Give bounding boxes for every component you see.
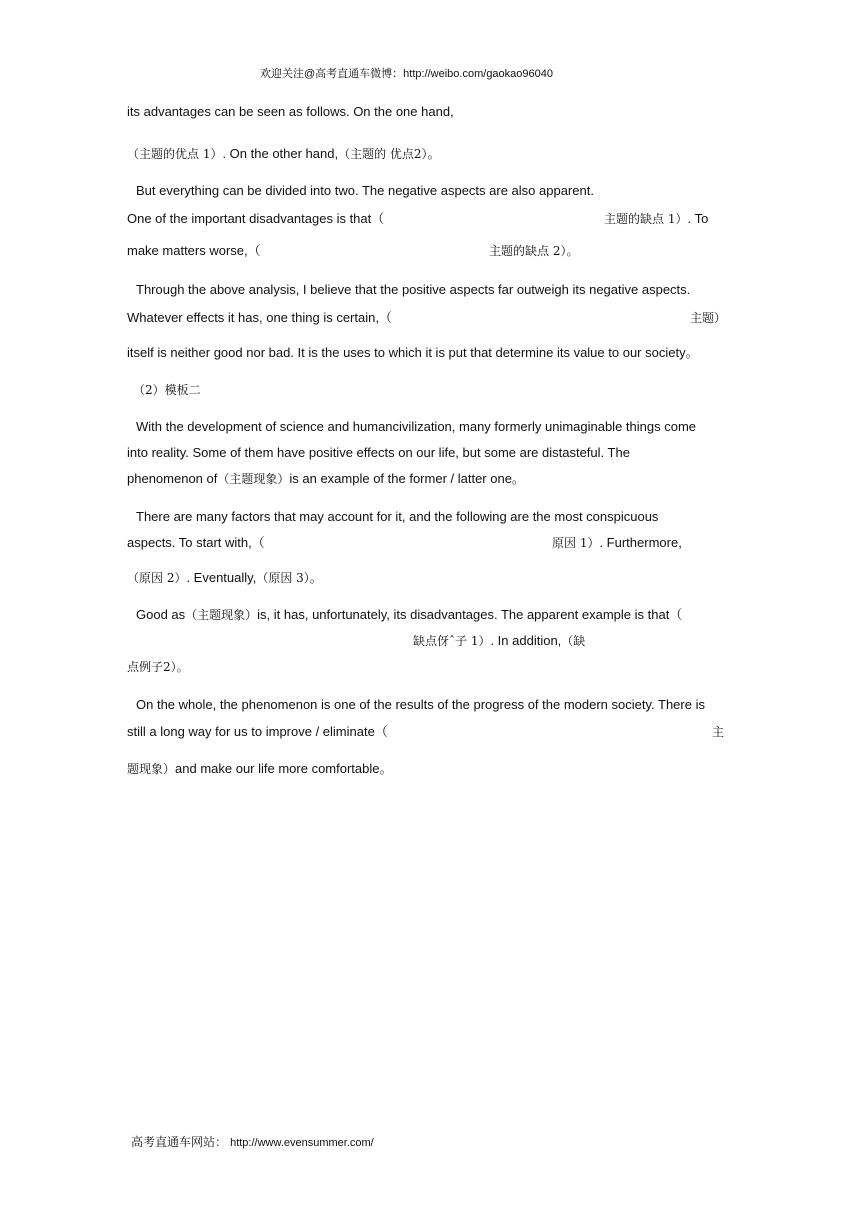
text-span: 主题的缺点 1） — [604, 212, 688, 226]
text-line: One of the important disadvantages is that（ — [127, 211, 385, 226]
text-span: . Eventually, — [186, 570, 257, 585]
text-span: 缺点伢ˆ子 1） — [413, 634, 491, 648]
text-line: Whatever effects it has, one thing is certain,（ — [127, 310, 392, 325]
text-line — [127, 471, 525, 487]
text-span: . In addition, — [490, 633, 562, 648]
text-span: 原因 1） — [552, 536, 600, 550]
section-heading: （2）模板二 — [133, 383, 201, 397]
text-span: （主题现象） — [185, 608, 258, 622]
text-line: 主 — [712, 725, 725, 739]
text-span: . Furthermore, — [599, 535, 682, 550]
text-line — [136, 607, 682, 623]
text-line: 点例子2）。 — [127, 660, 189, 674]
text-line: 主题） — [690, 311, 727, 325]
text-line — [552, 535, 682, 551]
text-span: is an example of the former / latter one。 — [289, 471, 525, 486]
text-span: 。 — [427, 146, 441, 161]
text-span: （原因 2） — [127, 571, 187, 585]
text-span: . To — [687, 211, 709, 226]
text-line: still a long way for us to improve / eliminate（ — [127, 724, 388, 739]
text-line: 主题的缺点 2）。 — [489, 244, 579, 258]
text-line: But everything can be divided into two. The negative aspects are also apparent. — [136, 183, 594, 198]
text-line: On the whole, the phenomenon is one of the results of the progress of the modern society. There is — [136, 697, 705, 712]
text-line: With the development of science and humancivilization, many formerly unimaginable things come — [136, 419, 697, 434]
text-line: make matters worse,（ — [127, 243, 261, 258]
text-span: is, it has, unfortunately, its disadvantages. The apparent example is that（ — [257, 607, 683, 622]
text-span: 题现象） — [127, 762, 176, 776]
text-span: （主题现象） — [217, 472, 290, 486]
text-line: Through the above analysis, I believe that the positive aspects far outweigh its negative aspects. — [136, 282, 691, 297]
text-span: 。 — [309, 570, 323, 585]
text-line — [127, 146, 441, 162]
text-span: （主题的 优点2） — [338, 147, 428, 161]
text-line — [127, 570, 323, 586]
text-line — [604, 211, 708, 227]
text-span: and make our life more comfortable。 — [175, 761, 393, 776]
footer-label: 高考直通车网站： — [131, 1135, 228, 1149]
text-line: itself is neither good nor bad. It is the uses to which it is put that determine its value to our society。 — [127, 345, 699, 360]
text-line — [413, 633, 585, 649]
page-header: 欢迎关注@高考直通车微博：http://weibo.com/gaokao96040 — [260, 68, 553, 80]
text-span: Good as — [136, 607, 186, 622]
text-span: . On the other hand, — [222, 146, 339, 161]
text-span: （原因 3） — [256, 571, 310, 585]
text-span: （缺 — [561, 634, 586, 648]
text-line — [127, 761, 393, 777]
footer-link[interactable]: http://www.evensummer.com/ — [230, 1137, 374, 1149]
text-span: （主题的优点 1） — [127, 147, 223, 161]
text-line: its advantages can be seen as follows. On the one hand, — [127, 104, 454, 119]
text-line: aspects. To start with,（ — [127, 535, 265, 550]
text-line: into reality. Some of them have positive effects on our life, but some are distasteful. The — [127, 445, 630, 460]
page-footer — [131, 1134, 374, 1151]
text-line: There are many factors that may account for it, and the following are the most conspicuous — [136, 509, 659, 524]
text-span: phenomenon of — [127, 471, 218, 486]
